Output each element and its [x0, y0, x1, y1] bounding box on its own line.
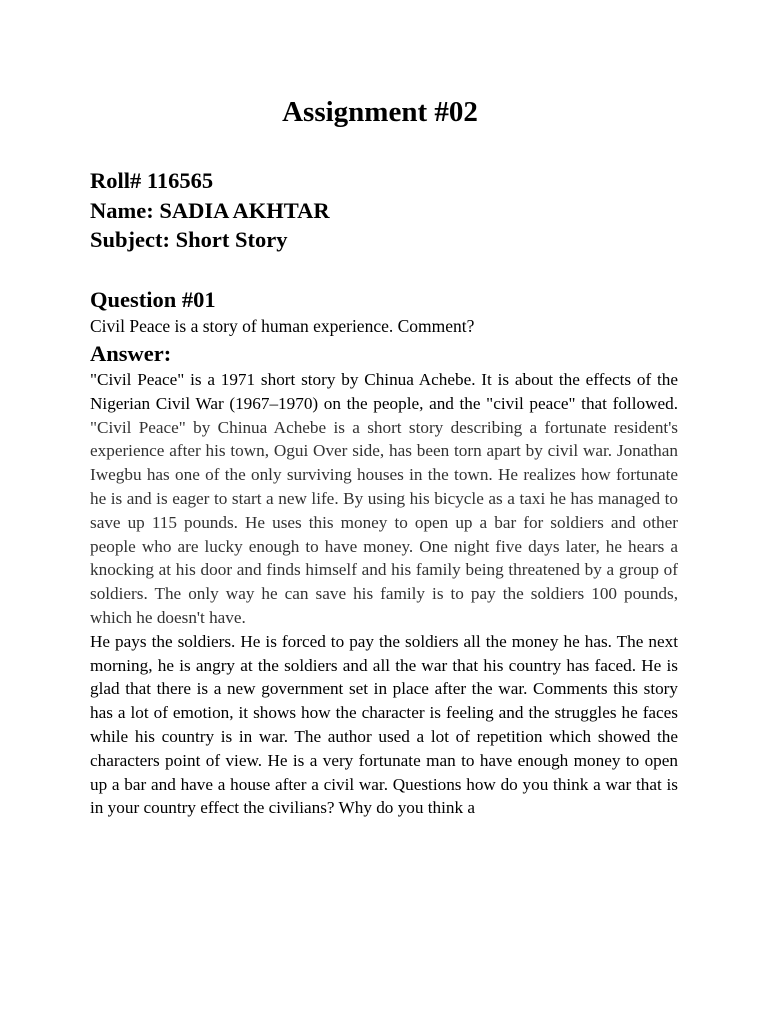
answer-body	[90, 368, 678, 820]
answer-paragraph-2: He pays the soldiers. He is forced to pay the soldiers all the money he has. The next morning, he is angry at the soldiers and all the war that his country has faced. He is glad that there is a new government set in place after the war. Comments this story has a lot of emotion, it shows how the character is feeling and the struggles he faces while his country is in war. The author used a lot of repetition which showed the characters point of view. He is a very fortunate man to have enough money to open up a bar and have a house after a civil war. Questions how do you think a war that is in your country effect the civilians? Why do you think a	[90, 631, 678, 818]
answer-paragraph-1-intro: "Civil Peace" is a 1971 short story by Chinua Achebe. It is about the effects of the Nigerian Civil War (1967–1970) on the people, and the "civil peace" that followed.	[90, 370, 678, 413]
answer-paragraph-1	[90, 368, 678, 630]
roll-number: Roll# 116565	[90, 168, 214, 193]
student-name: Name: SADIA AKHTAR	[90, 197, 330, 223]
answer-paragraph-1-summary: "Civil Peace" by Chinua Achebe is a short story describing a fortunate resident's experience after his town, Ogui Over side, has been torn apart by civil war. Jonathan Iwegbu has one of the only surviving houses in the town. He realizes how fortunate he is and is eager to start a new life. By using his bicycle as a taxi he has managed to save up 115 pounds. He uses this money to open up a bar for soldiers and other people who are lucky enough to have money. One night five days later, he hears a knocking at his door and finds himself and his family being threatened by a group of soldiers. The only way he can save his family is to pay the soldiers 100 pounds, which he doesn't have.	[90, 417, 678, 627]
question-heading: Question #01	[90, 287, 216, 312]
question-text: Civil Peace is a story of human experience. Comment?	[90, 316, 475, 336]
answer-heading: Answer:	[90, 341, 172, 366]
subject: Subject: Short Story	[90, 227, 288, 252]
student-info	[90, 166, 680, 255]
document-title: Assignment #02	[282, 96, 478, 128]
